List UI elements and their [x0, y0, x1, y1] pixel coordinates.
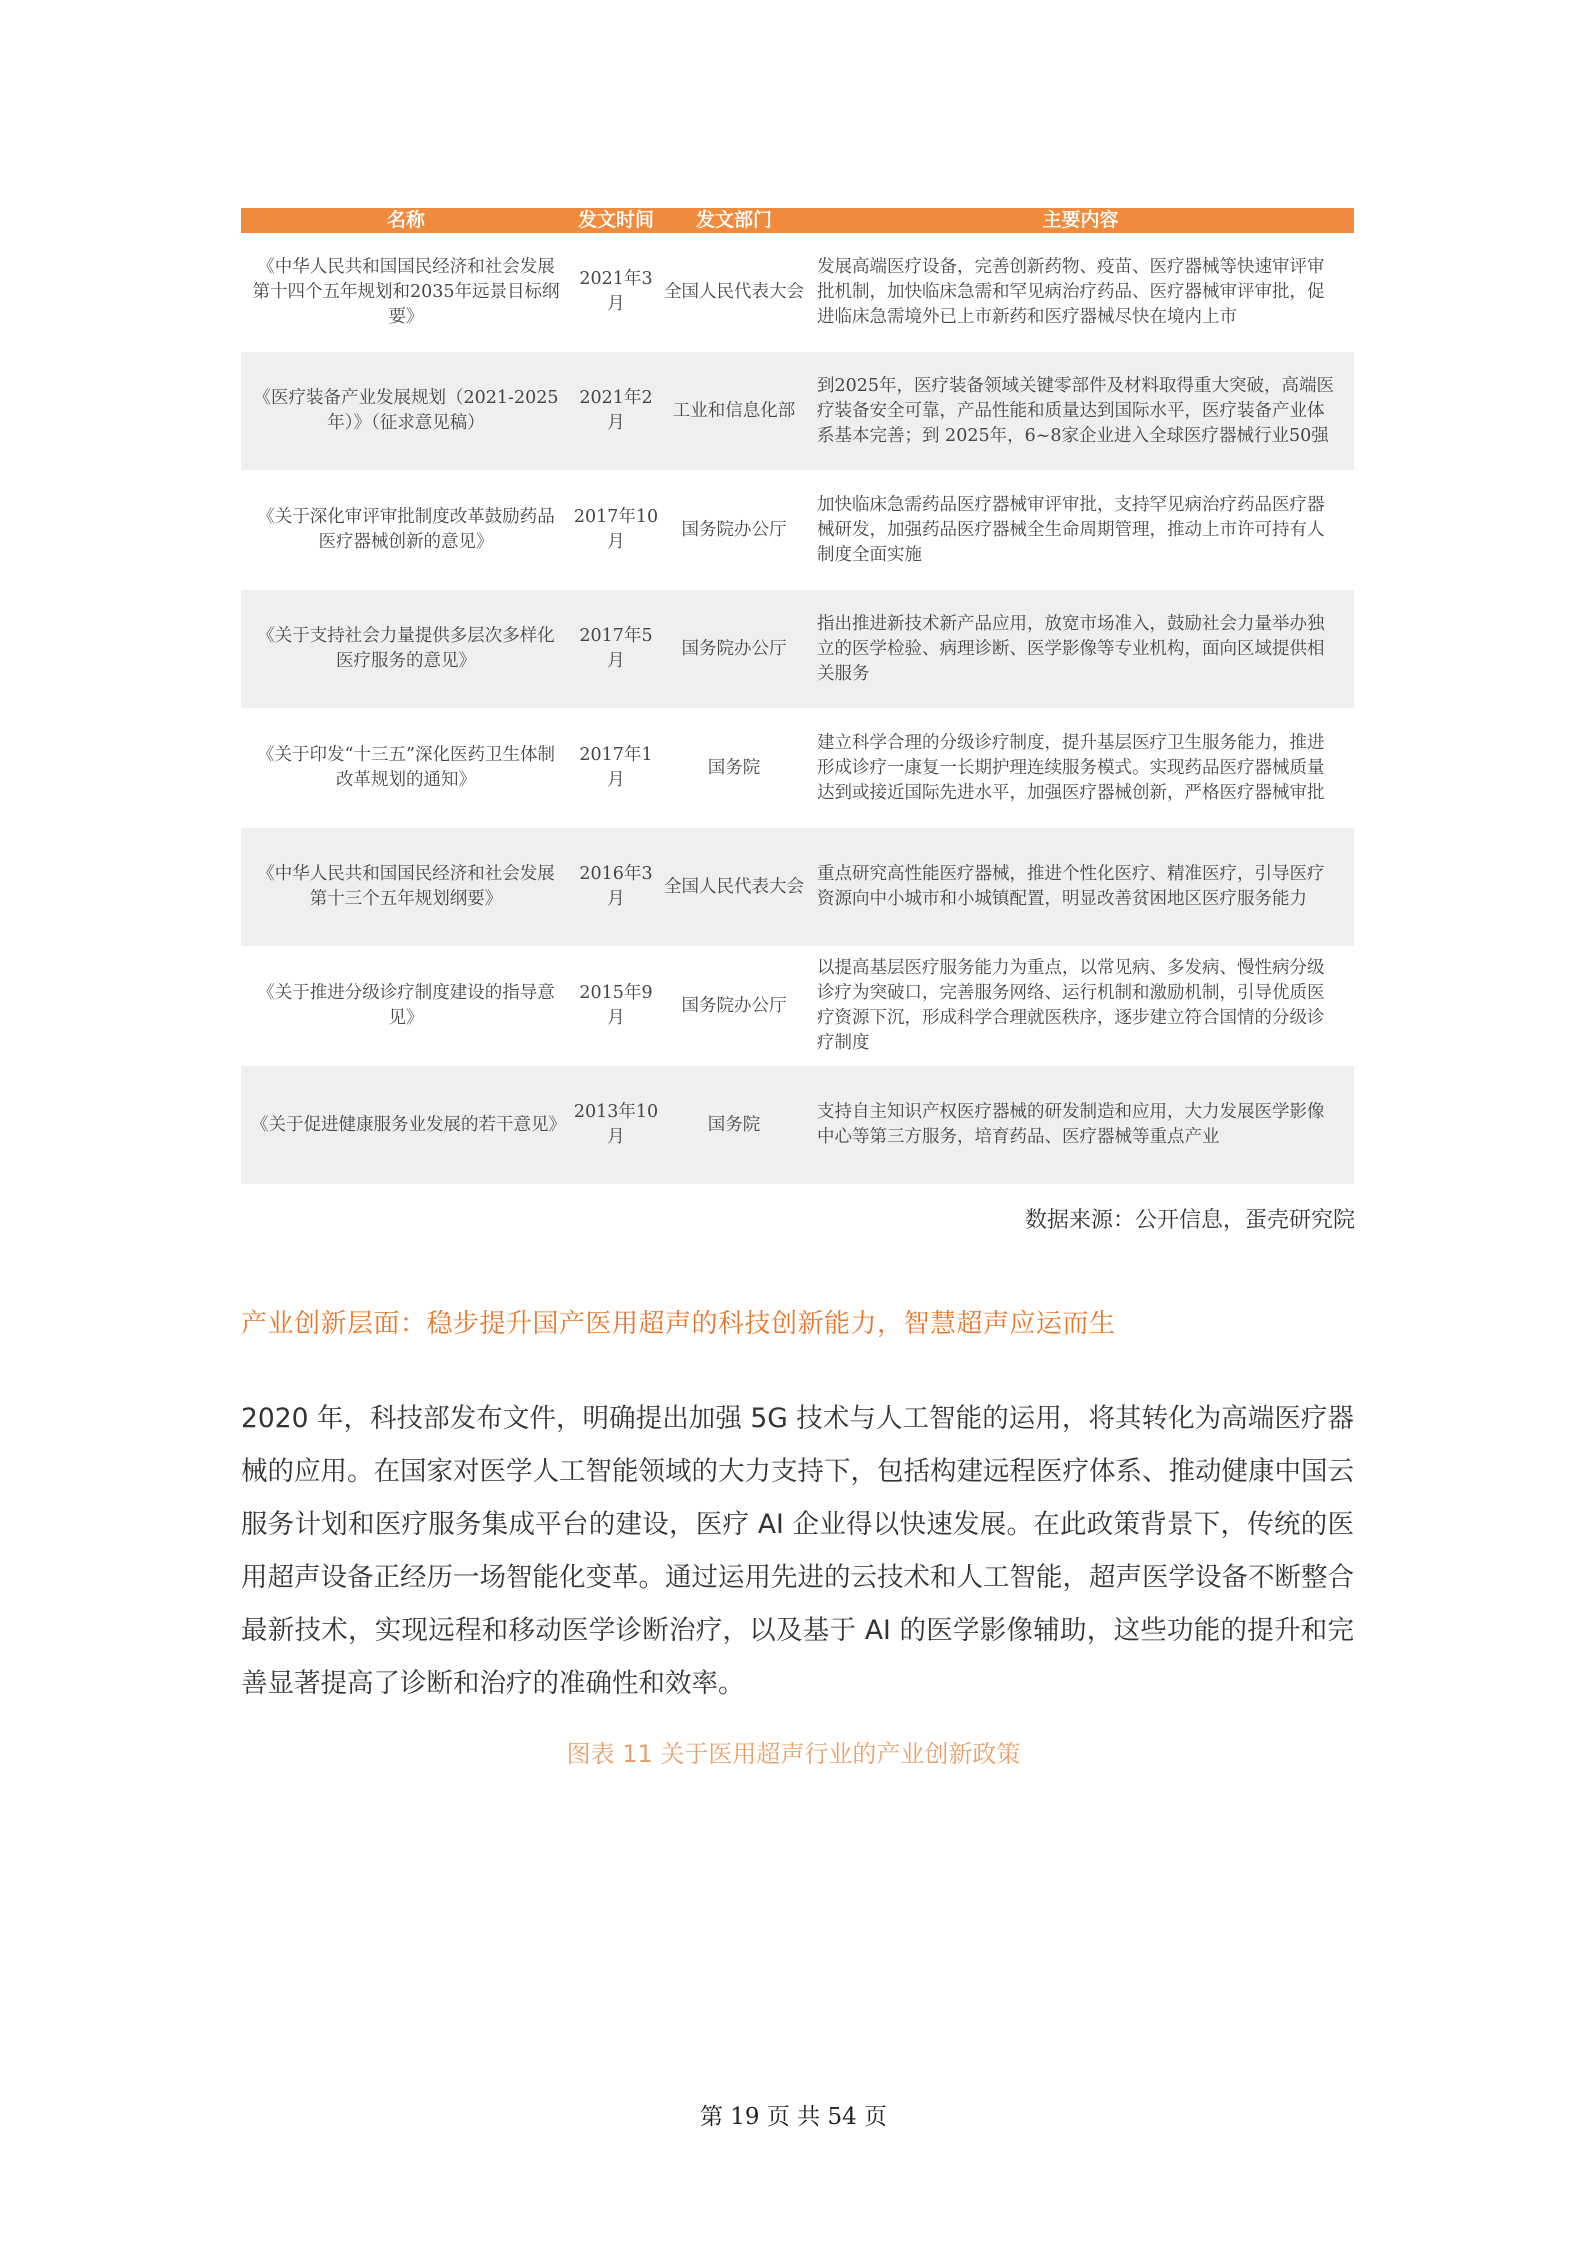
table-row — [241, 352, 1354, 471]
table-row — [241, 709, 1354, 828]
source-note: 数据来源：公开信息，蛋壳研究院 — [1024, 1208, 1355, 1233]
table-header-row — [241, 208, 1354, 233]
issue-date: 2021年2月 — [571, 352, 661, 471]
policy-name: 《关于印发“十三五”深化医药卫生体制改革规划的通知》 — [241, 709, 571, 828]
issue-date: 2017年1月 — [571, 709, 661, 828]
body-paragraph: 2020 年，科技部发布文件，明确提出加强 5G 技术与人工智能的运用，将其转化为高端医疗器械的应用。在国家对医学人工智能领域的大力支持下，包括构建远程医疗体系、推动健康中国云服务计划和医疗服务集成平台的建设，医疗 AI 企业得以快速发展。在此政策背景下，传统的医用超声设备正经历一场智能化变革。通过运用先进的云技术和人工智能，超声医学设备不断整合最新技术，实现远程和移动医学诊断治疗，以及基于 AI 的医学影像辅助，这些功能的提升和完善显著提高了诊断和治疗的准确性和效率。 — [241, 1403, 1354, 1699]
issue-date: 2021年3月 — [571, 233, 661, 352]
policy-content: 建立科学合理的分级诊疗制度，提升基层医疗卫生服务能力，推进形成诊疗一康复一长期护理连续服务模式。实现药品医疗器械质量达到或接近国际先进水平，加强医疗器械创新，严格医疗器械审批 — [807, 709, 1354, 828]
policy-name: 《中华人民共和国国民经济和社会发展第十三个五年规划纲要》 — [241, 828, 571, 947]
policy-content: 指出推进新技术新产品应用，放宽市场准入，鼓励社会力量举办独立的医学检验、病理诊断、医学影像等专业机构，面向区域提供相关服务 — [807, 590, 1354, 709]
issuing-dept: 国务院 — [661, 709, 807, 828]
policy-content: 支持自主知识产权医疗器械的研发制造和应用，大力发展医学影像中心等第三方服务，培育药品、医疗器械等重点产业 — [807, 1066, 1354, 1185]
policy-name: 《医疗装备产业发展规划（2021-2025年）》（征求意见稿） — [241, 352, 571, 471]
section-heading: 产业创新层面：稳步提升国产医用超声的科技创新能力，智慧超声应运而生 — [241, 1309, 1116, 1339]
issuing-dept: 国务院 — [661, 1066, 807, 1185]
table-row — [241, 471, 1354, 590]
table-row — [241, 1066, 1354, 1185]
header-dept: 发文部门 — [661, 208, 807, 233]
policy-name: 《关于推进分级诊疗制度建设的指导意见》 — [241, 947, 571, 1066]
page-number: 第 19 页 共 54 页 — [699, 2104, 888, 2130]
policy-table — [241, 208, 1354, 1185]
issuing-dept: 全国人民代表大会 — [661, 233, 807, 352]
policy-name: 《关于促进健康服务业发展的若干意见》 — [241, 1066, 571, 1185]
header-date: 发文时间 — [571, 208, 661, 233]
issue-date: 2015年9月 — [571, 947, 661, 1066]
policy-name: 《关于深化审评审批制度改革鼓励药品医疗器械创新的意见》 — [241, 471, 571, 590]
policy-content: 加快临床急需药品医疗器械审评审批，支持罕见病治疗药品医疗器械研发，加强药品医疗器械全生命周期管理，推动上市许可持有人制度全面实施 — [807, 471, 1354, 590]
issue-date: 2017年10月 — [571, 471, 661, 590]
issue-date: 2013年10月 — [571, 1066, 661, 1185]
issuing-dept: 国务院办公厅 — [661, 947, 807, 1066]
issue-date: 2017年5月 — [571, 590, 661, 709]
header-content: 主要内容 — [807, 208, 1354, 233]
policy-content: 发展高端医疗设备，完善创新药物、疫苗、医疗器械等快速审评审批机制，加快临床急需和罕见病治疗药品、医疗器械审评审批，促进临床急需境外已上市新药和医疗器械尽快在境内上市 — [807, 233, 1354, 352]
figure-caption: 图表 11 关于医用超声行业的产业创新政策 — [566, 1740, 1021, 1768]
issuing-dept: 国务院办公厅 — [661, 471, 807, 590]
issue-date: 2016年3月 — [571, 828, 661, 947]
policy-content: 到2025年，医疗装备领域关键零部件及材料取得重大突破，高端医疗装备安全可靠，产品性能和质量达到国际水平，医疗装备产业体系基本完善；到 2025年，6~8家企业进入全球医疗器械行业50强 — [807, 352, 1354, 471]
table-body — [241, 233, 1354, 1185]
table-header — [241, 208, 1354, 233]
issuing-dept: 全国人民代表大会 — [661, 828, 807, 947]
policy-content: 以提高基层医疗服务能力为重点，以常见病、多发病、慢性病分级诊疗为突破口，完善服务网络、运行机制和激励机制，引导优质医疗资源下沉，形成科学合理就医秩序，逐步建立符合国情的分级诊疗制度 — [807, 947, 1354, 1066]
header-name: 名称 — [241, 208, 571, 233]
issuing-dept: 工业和信息化部 — [661, 352, 807, 471]
table-row — [241, 828, 1354, 947]
policy-name: 《关于支持社会力量提供多层次多样化医疗服务的意见》 — [241, 590, 571, 709]
table-row — [241, 947, 1354, 1066]
policy-content: 重点研究高性能医疗器械，推进个性化医疗、精准医疗，引导医疗资源向中小城市和小城镇配置，明显改善贫困地区医疗服务能力 — [807, 828, 1354, 947]
table-row — [241, 590, 1354, 709]
policy-name: 《中华人民共和国国民经济和社会发展第十四个五年规划和2035年远景目标纲要》 — [241, 233, 571, 352]
issuing-dept: 国务院办公厅 — [661, 590, 807, 709]
table-row — [241, 233, 1354, 352]
